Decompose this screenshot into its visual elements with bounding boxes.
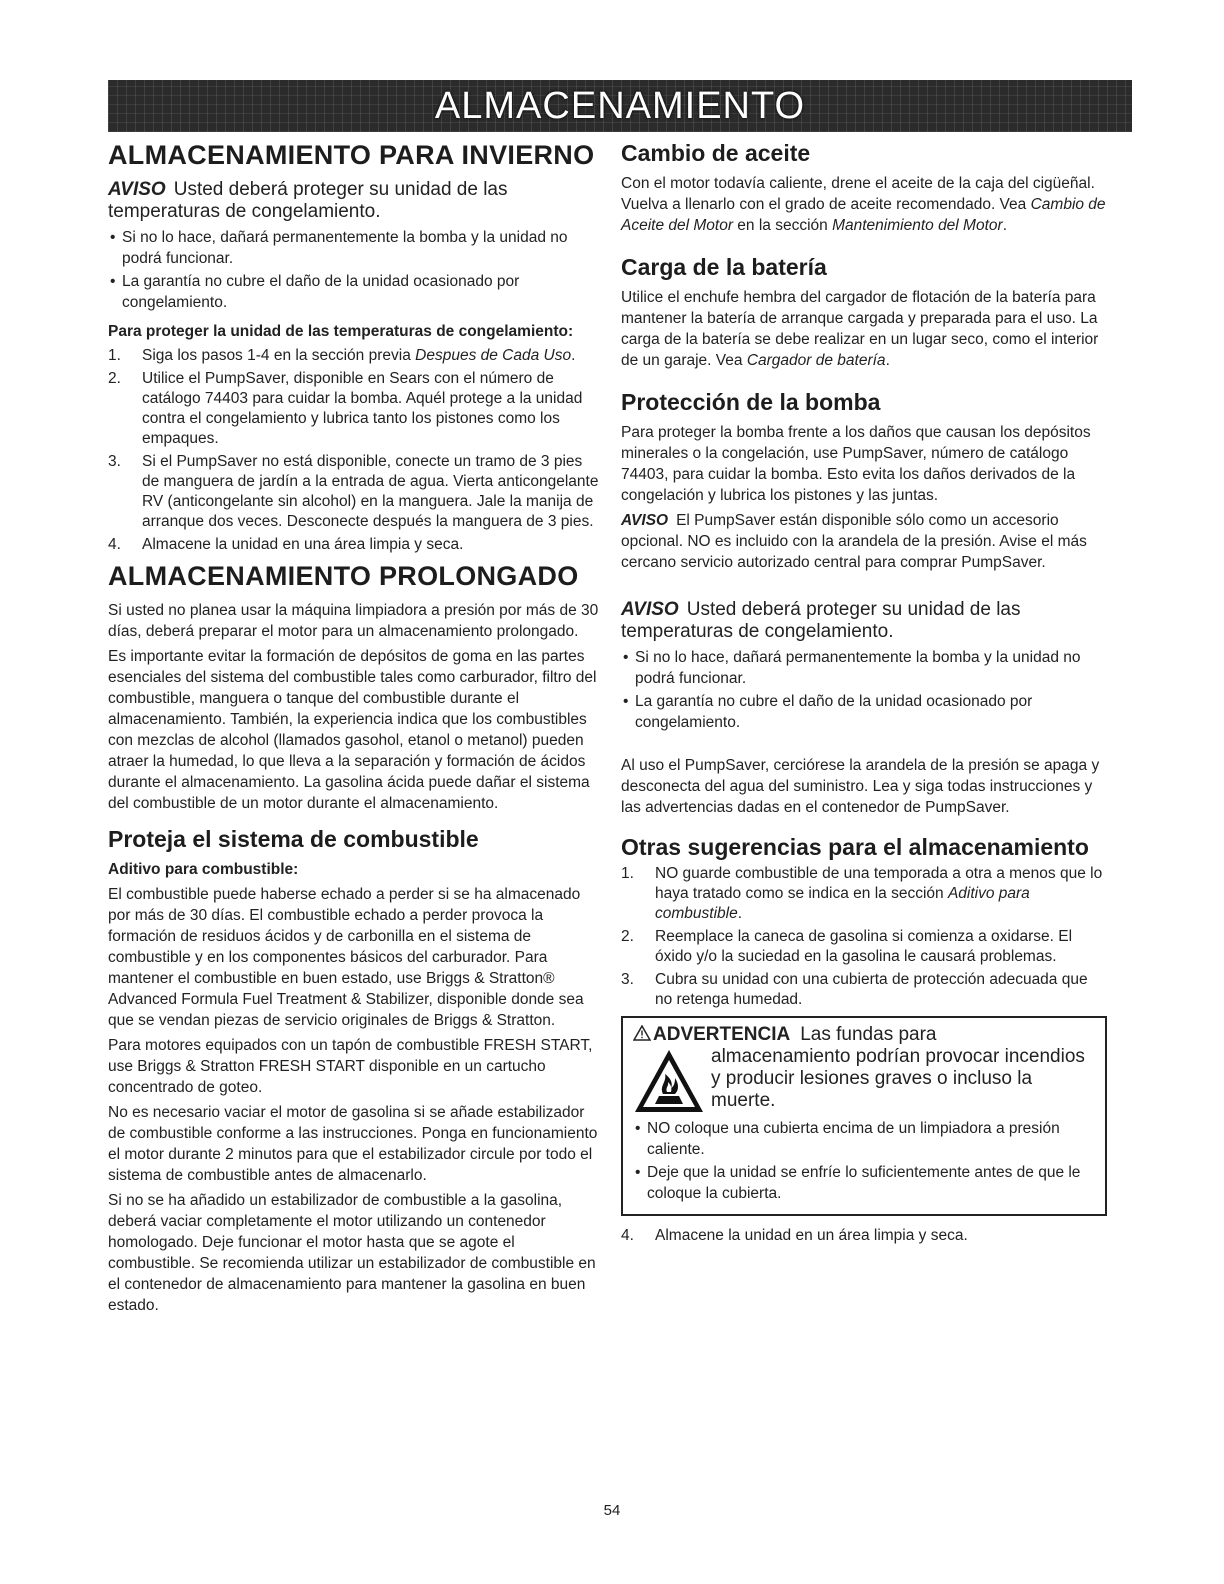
pump-paragraph: Para proteger la bomba frente a los daños que causan los depósitos minerales o la congelación, use PumpSaver, número de catálogo 74403, para cuidar la bomba. Esto evita los daños derivados de la congelación y lubrica los pistones y las juntas.	[621, 424, 1091, 504]
warning-triangle-icon	[633, 1025, 651, 1041]
winter-steps	[108, 346, 600, 555]
list-item: 2. Reemplace la caneca de gasolina si comienza a oxidarse. El óxido y/o la suciedad en la gasolina le causará problemas.	[621, 928, 1073, 965]
list-item: • Deje que la unidad se enfríe lo suficientemente antes de que le coloque la cubierta.	[633, 1162, 1095, 1204]
warning-box	[621, 1016, 1107, 1216]
battery-heading: Carga de la batería	[621, 254, 827, 280]
protect-heading: Para proteger la unidad de las temperaturas de congelamiento:	[108, 323, 574, 340]
other-step-4	[621, 1226, 1108, 1246]
fire-hazard-icon	[633, 1048, 705, 1114]
winter-bullets	[108, 227, 600, 313]
fuel-heading: Proteja el sistema de combustible	[108, 826, 479, 852]
left-column	[108, 140, 600, 1320]
list-item: 4. Almacene la unidad en una área limpia y seca.	[108, 536, 464, 553]
pump-aviso-2: AVISO Usted deberá proteger su unidad de las temperaturas de congelamiento.	[621, 599, 1021, 642]
other-steps	[621, 864, 1108, 1010]
pump-bullets	[621, 647, 1108, 733]
pump-heading: Protección de la bomba	[621, 389, 881, 415]
pump-aviso: AVISO El PumpSaver están disponible sólo como un accesorio opcional. NO es incluido con la arandela de la presión. Avise el más cercano servicio autorizado central para comprar PumpSaver.	[621, 512, 1087, 571]
list-item: 3. Si el PumpSaver no está disponible, conecte un tramo de 3 pies de manguera de jardín a la entrada de agua. Vierta anticongelante RV (anticongelante sin alcohol) en la manguera. Jale la manija de arranque dos veces. Desconecte después la manguera de 3 pies.	[108, 453, 599, 530]
list-item: 4. Almacene la unidad en un área limpia y seca.	[621, 1227, 968, 1244]
list-item: • La garantía no cubre el daño de la unidad ocasionado por congelamiento.	[621, 691, 1108, 733]
list-item: • Si no lo hace, dañará permanentemente la bomba y la unidad no podrá funcionar.	[621, 647, 1108, 689]
other-heading: Otras sugerencias para el almacenamiento	[621, 834, 1089, 860]
oil-paragraph: Con el motor todavía caliente, drene el aceite de la caja del cigüeñal. Vuelva a llenarlo con el grado de aceite recomendado. Vea Cambio de Aceite del Motor en la sección Mantenimiento del Motor.	[621, 175, 1106, 234]
winter-aviso	[108, 179, 600, 223]
prolonged-paragraph: Es importante evitar la formación de depósitos de goma en las partes esenciales del sistema del combustible tales como carburador, filtro del combustible, manguera o tanque del combustible durante el almacenamiento. También, la experiencia indica que los combustibles con mezclas de alcohol (llamados gasohol, etanol o metanol) pueden atraer la humedad, lo que lleva a la separación y formación de ácidos durante el almacenamiento. La gasolina ácida puede dañar el sistema del combustible de un motor durante el almacenamiento.	[108, 648, 597, 812]
list-item: 3. Cubra su unidad con una cubierta de protección adecuada que no retenga humedad.	[621, 971, 1088, 1008]
battery-paragraph: Utilice el enchufe hembra del cargador de flotación de la batería para mantener la batería de arranque cargada y preparada para el uso. La carga de la batería se debe realizar en un lugar seco, como el interior de un garaje. Vea Cargador de batería.	[621, 289, 1099, 369]
right-column	[621, 140, 1108, 1252]
prolonged-paragraph: Si usted no planea usar la máquina limpiadora a presión por más de 30 días, deberá preparar el motor para un almacenamiento prolongado.	[108, 602, 599, 640]
oil-heading: Cambio de aceite	[621, 140, 811, 166]
fuel-paragraph: El combustible puede haberse echado a perder si se ha almacenado por más de 30 días. El combustible echado a perder provoca la formación de residuos ácidos y de carbonilla en el sistema de combustible y en los componentes básicos del carburador. Para mantener el combustible en buen estado, use Briggs & Stratton® Advanced Formula Fuel Treatment & Stabilizer, disponible donde sea que se vendan piezas de servicio originales de Briggs & Stratton.	[108, 886, 584, 1029]
page-number: 54	[603, 1502, 621, 1519]
aviso-text: Usted deberá proteger su unidad de las temperaturas de congelamiento.	[108, 179, 508, 222]
pump-paragraph-2: Al uso el PumpSaver, cerciórese la arandela de la presión se apaga y desconecta del agua del suministro. Lea y siga todas instrucciones y las advertencias dadas en el contenedor de PumpSaver.	[621, 757, 1100, 816]
section-banner	[108, 80, 1132, 132]
warning-label: ADVERTENCIA	[633, 1024, 790, 1046]
winter-heading: ALMACENAMIENTO PARA INVIERNO	[108, 140, 595, 170]
prolonged-heading: ALMACENAMIENTO PROLONGADO	[108, 561, 579, 591]
list-item: 1. NO guarde combustible de una temporada a otra a menos que lo haya tratado como se indica en la sección Aditivo para combustible.	[621, 865, 1103, 922]
aviso-label: AVISO	[108, 179, 166, 200]
banner-title: ALMACENAMIENTO	[434, 84, 806, 127]
fuel-subheading: Aditivo para combustible:	[108, 861, 299, 878]
fuel-paragraph: Si no se ha añadido un estabilizador de combustible a la gasolina, deberá vaciar completamente el motor utilizando un contenedor homologado. Deje funcionar el motor hasta que se agote el combustible. Se recomienda utilizar un estabilizador de combustible en el contenedor de almacenamiento para mantener la gasolina en buen estado.	[108, 1192, 596, 1314]
list-item: 2. Utilice el PumpSaver, disponible en Sears con el número de catálogo 74403 para cuidar la bomba. Aquél protege a la unidad contra el congelamiento y lubrica tanto los pistones como los empaques.	[108, 370, 583, 447]
list-item: • La garantía no cubre el daño de la unidad ocasionado por congelamiento.	[108, 271, 600, 313]
list-item: • Si no lo hace, dañará permanentemente la bomba y la unidad no podrá funcionar.	[108, 227, 600, 269]
fuel-paragraph: No es necesario vaciar el motor de gasolina si se añade estabilizador de combustible conforme a las instrucciones. Ponga en funcionamiento el motor durante 2 minutos para que el estabilizador circule por todo el sistema de combustible antes de almacenarlo.	[108, 1104, 598, 1184]
warning-bullets	[633, 1118, 1095, 1204]
list-item: 1. Siga los pasos 1-4 en la sección previa Despues de Cada Uso.	[108, 347, 576, 364]
warning-text: almacenamiento podrían provocar incendios y producir lesiones graves o incluso la muerte.	[711, 1046, 1085, 1111]
list-item: • NO coloque una cubierta encima de un limpiadora a presión caliente.	[633, 1118, 1095, 1160]
fuel-paragraph: Para motores equipados con un tapón de combustible FRESH START, use Briggs & Stratton FRESH START disponible en un cartucho concentrado de goteo.	[108, 1037, 593, 1096]
warning-text-first: Las fundas para	[800, 1024, 937, 1045]
